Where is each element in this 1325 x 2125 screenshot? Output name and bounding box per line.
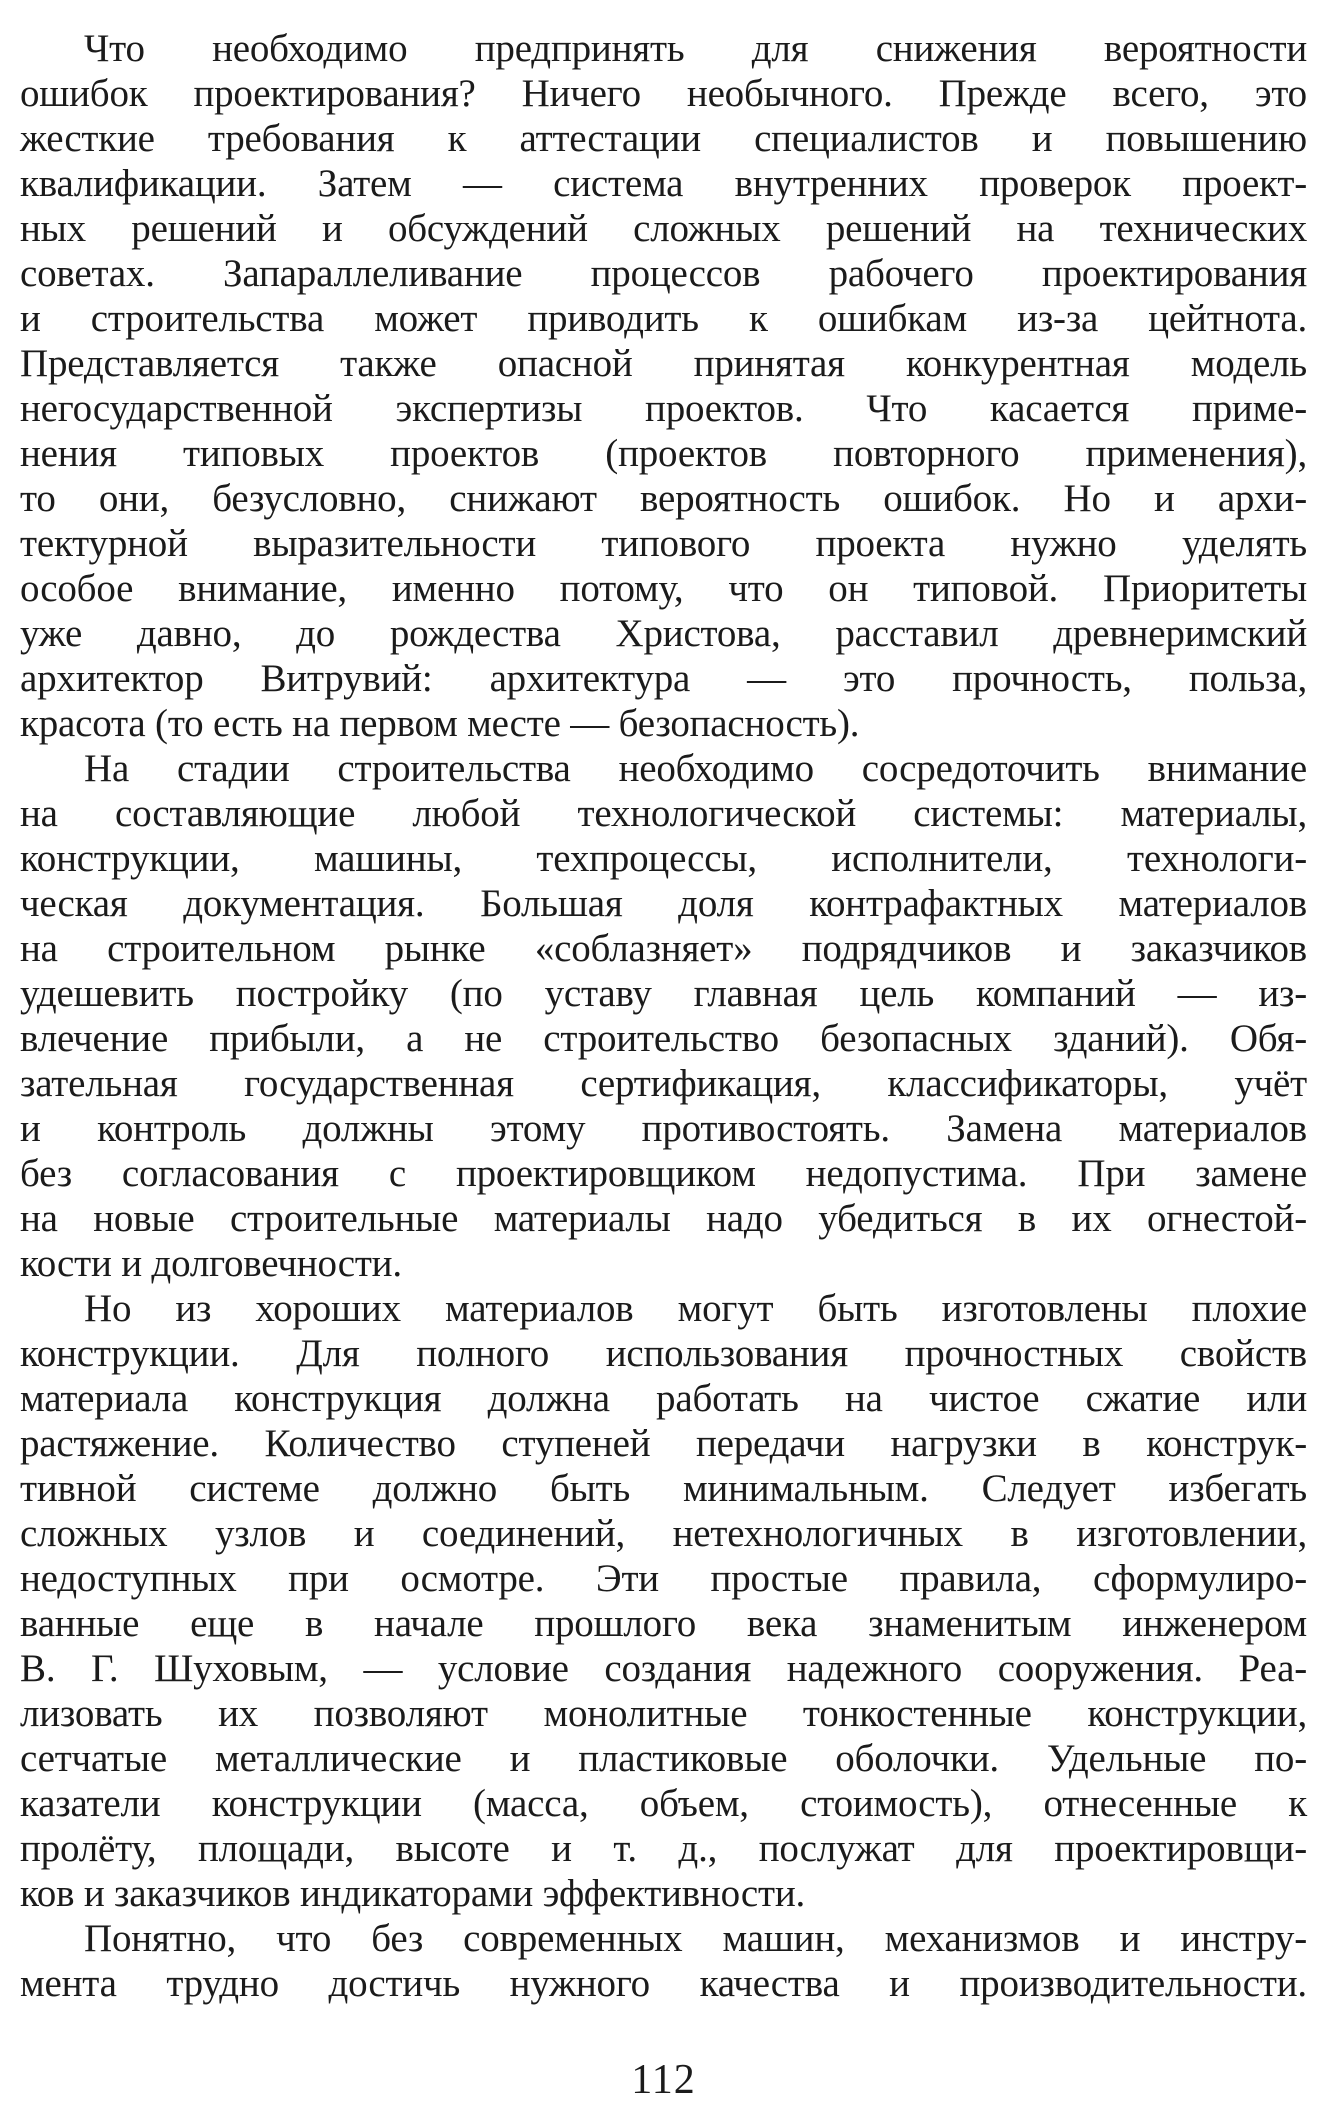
text-line: растяжение. Количество ступеней передачи нагрузки в конструк- [20, 1422, 1307, 1465]
page-number: 112 [631, 2057, 696, 2103]
text-line: сетчатые металлические и пластиковые оболочки. Удельные по- [20, 1737, 1307, 1780]
text-line: на новые строительные материалы надо убедиться в их огнестой- [20, 1197, 1307, 1240]
text-line: лизовать их позволяют монолитные тонкостенные конструкции, [20, 1692, 1307, 1735]
text-line: советах. Запараллеливание процессов рабочего проектирования [20, 252, 1307, 295]
text-line: тектурной выразительности типового проекта нужно уделять [20, 522, 1307, 565]
paragraph [20, 1286, 1307, 1916]
text-line: В. Г. Шуховым, — условие создания надежного сооружения. Реа- [20, 1647, 1307, 1690]
text-line: архитектор Витрувий: архитектура — это прочность, польза, [20, 657, 1307, 700]
text-line: на строительном рынке «соблазняет» подрядчиков и заказчиков [20, 927, 1307, 970]
text-line: Представляется также опасной принятая конкурентная модель [20, 342, 1307, 385]
text-line: сложных узлов и соединений, нетехнологичных в изготовлении, [20, 1512, 1307, 1555]
text-line: пролёту, площади, высоте и т. д., послужат для проектировщи- [20, 1827, 1307, 1870]
text-line: уже давно, до рождества Христова, расставил древнеримский [20, 612, 1307, 655]
text-line: конструкции. Для полного использования прочностных свойств [20, 1332, 1307, 1375]
text-line: ных решений и обсуждений сложных решений на технических [20, 207, 1307, 250]
text-line: удешевить постройку (по уставу главная цель компаний — из- [20, 972, 1307, 1015]
text-line: особое внимание, именно потому, что он типовой. Приоритеты [20, 567, 1307, 610]
text-line: казатели конструкции (масса, объем, стоимость), отнесенные к [20, 1782, 1307, 1825]
text-line: без согласования с проектировщиком недопустима. При замене [20, 1152, 1307, 1195]
text-line: Но из хороших материалов могут быть изготовлены плохие [84, 1287, 1307, 1330]
text-line: кости и долговечности. [20, 1242, 402, 1285]
text-line: зательная государственная сертификация, классификаторы, учёт [20, 1062, 1307, 1105]
text-line: Понятно, что без современных машин, механизмов и инстру- [84, 1917, 1307, 1960]
text-line: недоступных при осмотре. Эти простые правила, сформулиро- [20, 1557, 1307, 1600]
text-line: ческая документация. Большая доля контрафактных материалов [20, 882, 1307, 925]
text-line: ков и заказчиков индикаторами эффективности. [20, 1872, 806, 1915]
text-line: жесткие требования к аттестации специалистов и повышению [20, 117, 1307, 160]
text-line: нения типовых проектов (проектов повторного применения), [20, 432, 1307, 475]
text-line: и контроль должны этому противостоять. Замена материалов [20, 1107, 1307, 1150]
text-line: мента трудно достичь нужного качества и производительности. [20, 1962, 1307, 2005]
text-line: тивной системе должно быть минимальным. Следует избегать [20, 1467, 1307, 1510]
text-line: влечение прибыли, а не строительство безопасных зданий). Обя- [20, 1017, 1307, 1060]
paragraph [20, 746, 1307, 1286]
text-line: ошибок проектирования? Ничего необычного. Прежде всего, это [20, 72, 1307, 115]
text-block [20, 26, 1307, 2006]
text-line: квалификации. Затем — система внутренних проверок проект- [20, 162, 1307, 205]
text-line: ванные еще в начале прошлого века знаменитым инженером [20, 1602, 1307, 1645]
paragraph [20, 1916, 1307, 2006]
text-line: материала конструкция должна работать на чистое сжатие или [20, 1377, 1307, 1420]
text-line: Что необходимо предпринять для снижения вероятности [84, 27, 1307, 70]
text-line: на составляющие любой технологической системы: материалы, [20, 792, 1307, 835]
text-line: то они, безусловно, снижают вероятность ошибок. Но и архи- [20, 477, 1307, 520]
text-line: конструкции, машины, техпроцессы, исполнители, технологи- [20, 837, 1307, 880]
paragraph [20, 26, 1307, 746]
text-line: и строительства может приводить к ошибкам из-за цейтнота. [20, 297, 1307, 340]
text-line: красота (то есть на первом месте — безопасность). [20, 702, 860, 745]
text-line: На стадии строительства необходимо сосредоточить внимание [84, 747, 1307, 790]
text-line: негосударственной экспертизы проектов. Что касается приме- [20, 387, 1307, 430]
